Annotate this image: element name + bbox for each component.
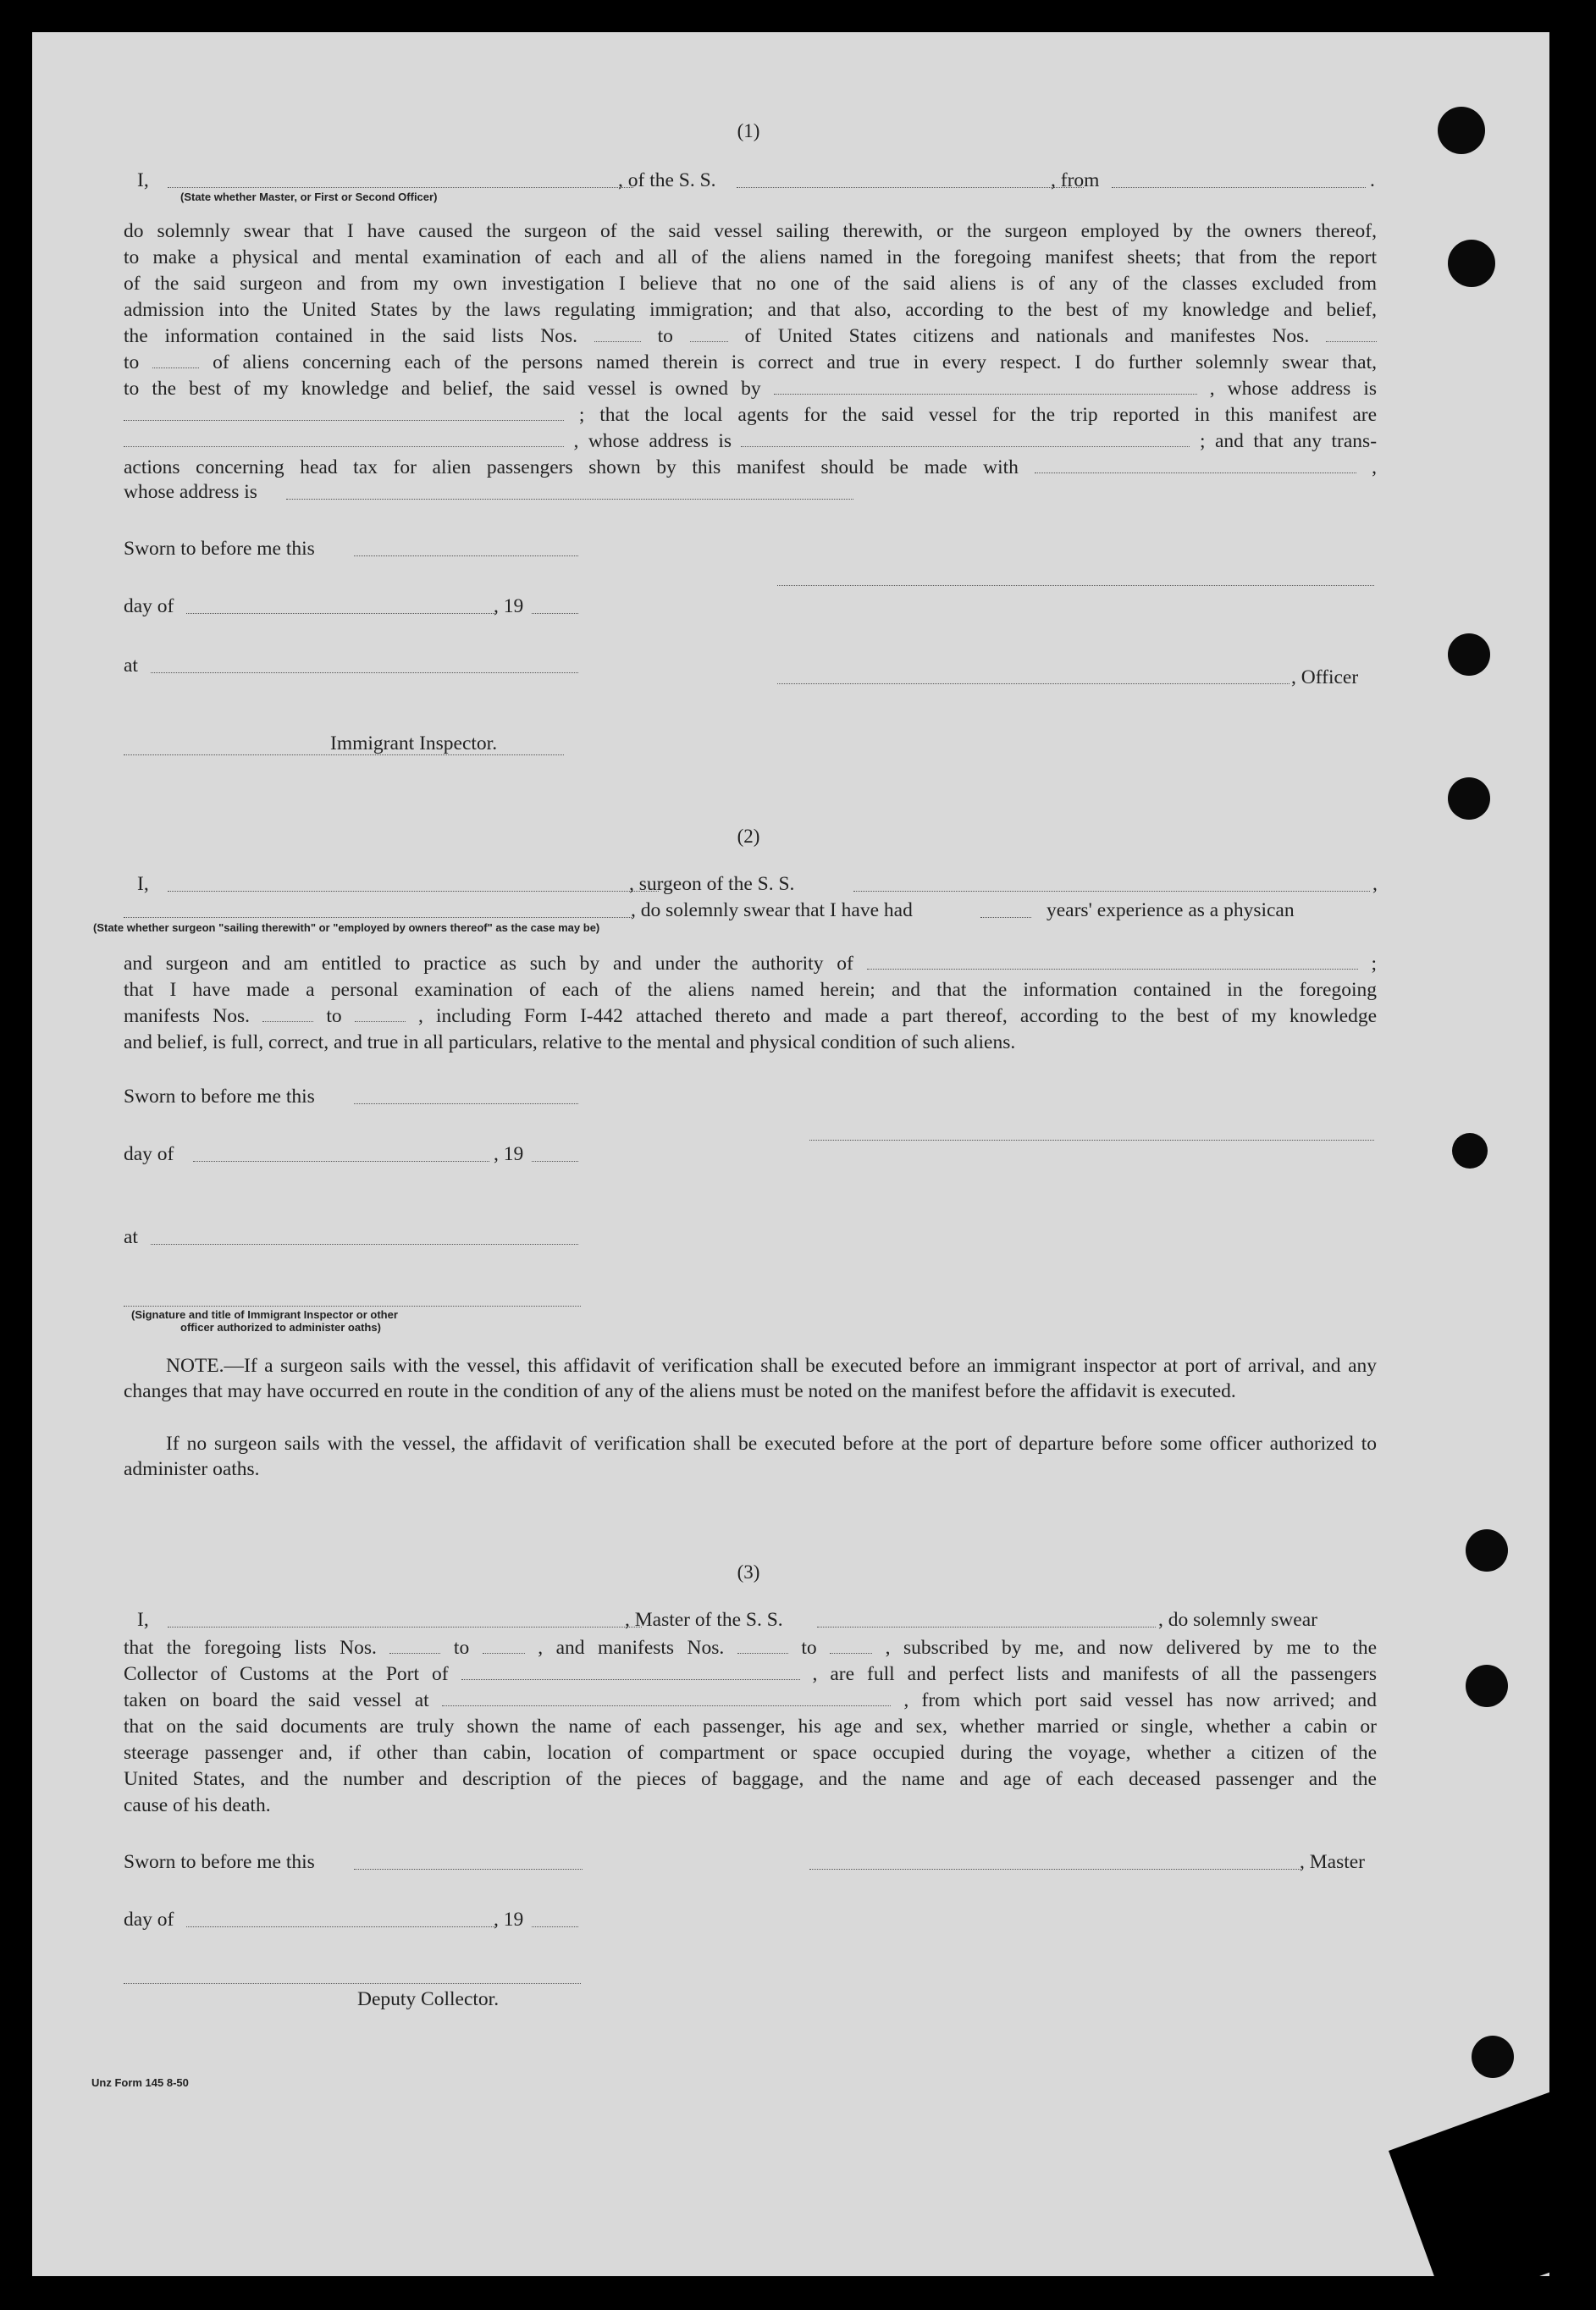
s3-deputy: Deputy Collector. (357, 1988, 500, 2010)
s2-year: , 19 (494, 1143, 524, 1165)
s3-ship-blank[interactable] (817, 1626, 1156, 1628)
s1-owner-address-blank[interactable] (124, 405, 564, 421)
s1-period: . (1370, 169, 1375, 191)
punch-hole (1448, 633, 1490, 676)
s3-master-of: , Master of the S. S. (625, 1609, 783, 1631)
s2-surgeon-note: (State whether surgeon "sailing therewith" or "employed by owners thereof" as the case may be) (93, 921, 600, 934)
s1-inspector-sig-blank[interactable] (124, 754, 564, 755)
s2-sig-note-2: officer authorized to administer oaths) (180, 1321, 381, 1334)
s1-from-blank[interactable] (1112, 186, 1366, 188)
s2-year-blank[interactable] (532, 1160, 578, 1162)
s3-deputy-sig-blank[interactable] (124, 1982, 581, 1984)
s3-text-7: United States, and the number and description of the pieces of baggage, and the name and age of each deceased passenger and the (124, 1768, 1377, 1790)
s1-at: at (124, 655, 138, 677)
s2-text-5 (124, 1003, 1377, 1029)
s3-year-blank[interactable] (532, 1926, 578, 1927)
s3-text-2 (124, 1635, 1377, 1661)
s1-owned-text: to the best of my knowledge and belief, the said vessel is owned by (124, 378, 761, 400)
s1-at-blank[interactable] (151, 671, 578, 673)
s3-subscribed-text: , subscribed by me, and now delivered by me to the (885, 1637, 1378, 1659)
s2-surgeon-of: , surgeon of the S. S. (629, 873, 795, 895)
form-number: Unz Form 145 8-50 (91, 2076, 189, 2089)
s1-text-9 (124, 376, 1377, 401)
s3-lists-to: to (453, 1637, 470, 1659)
s2-text-4: that I have made a personal examination of each of the aliens named herein; and that the information contained in the foregoing (124, 979, 1377, 1001)
s3-departure-blank[interactable] (442, 1690, 891, 1706)
s1-text-11 (124, 428, 1377, 454)
s1-day-of: day of (124, 595, 174, 617)
s2-swear: , do solemnly swear that I have had (631, 899, 913, 921)
s1-from: , from (1051, 169, 1100, 191)
s1-agent-address-text: , whose address is (573, 430, 732, 452)
s2-signature-blank[interactable] (809, 1139, 1374, 1141)
s1-headtax-blank[interactable] (1035, 457, 1356, 473)
s1-text-12 (124, 455, 1377, 480)
s3-taken-text: taken on board the said vessel at (124, 1689, 429, 1711)
s1-manifest-blank[interactable] (1326, 326, 1377, 342)
section-2-heading: (2) (737, 826, 760, 847)
section-3-heading: (3) (737, 1561, 760, 1583)
s2-i: I, (137, 873, 149, 895)
s2-day-of: day of (124, 1143, 174, 1165)
s3-arrived-text: , from which port said vessel has now arrived; and (903, 1689, 1377, 1711)
s1-officer-sig-blank[interactable] (777, 682, 1290, 684)
s1-text-6: admission into the United States by the laws regulating immigration; and that also, according to the best of my knowledge and belief, (124, 299, 1377, 321)
s1-signature-blank[interactable] (777, 584, 1374, 586)
s1-year-blank[interactable] (532, 612, 578, 614)
s3-master: , Master (1300, 1851, 1366, 1873)
s1-sworn: Sworn to before me this (124, 538, 315, 560)
s1-inspector: Immigrant Inspector. (330, 732, 498, 754)
s3-text-6: steerage passenger and, if other than cabin, location of compartment or space occupied during the voyage, whether a citizen of the (124, 1742, 1377, 1764)
s3-lists-full-text: , are full and perfect lists and manifests of all the passengers (812, 1663, 1378, 1685)
s1-aliens-text: of aliens concerning each of the persons named therein is correct and true in every respect. I do further solemnly swear that, (213, 351, 1378, 373)
s3-collector-text: Collector of Customs at the Port of (124, 1663, 449, 1685)
s1-trans-text: ; and that any trans- (1199, 430, 1378, 452)
s3-day-of: day of (124, 1909, 174, 1931)
s3-master-blank[interactable] (168, 1626, 642, 1628)
s1-sworn-blank[interactable] (354, 555, 578, 556)
s1-ship-blank[interactable] (737, 186, 1084, 188)
s3-manifests-to-blank[interactable] (830, 1638, 872, 1654)
form-sheet (32, 32, 1549, 2276)
s2-manifests-from-blank[interactable] (262, 1006, 313, 1022)
s3-manifests-text: , and manifests Nos. (538, 1637, 725, 1659)
s1-to: to (124, 351, 140, 373)
s2-officer-sig-blank[interactable] (124, 1305, 581, 1307)
s2-note-2: If no surgeon sails with the vessel, the affidavit of verification shall be executed before at the port of departure before some officer authorized to administer oaths. (124, 1433, 1377, 1480)
s1-agents-blank[interactable] (124, 431, 564, 447)
s1-citizens-text: of United States citizens and nationals and manifestes Nos. (744, 325, 1310, 347)
s2-text-3 (124, 951, 1377, 976)
s3-text-3 (124, 1661, 1377, 1687)
s3-day-blank[interactable] (186, 1926, 495, 1927)
s2-note-1: NOTE.—If a surgeon sails with the vessel, this affidavit of verification shall be executed before an immigrant inspector at port of arrival, and any changes that may have occurred en route in the condition of any of the aliens must be noted on the manifest before the affidavit is executed. (124, 1355, 1377, 1402)
s1-headtax-text: actions concerning head tax for alien passengers shown by this manifest should be made with (124, 456, 1019, 478)
s1-i: I, (137, 169, 149, 191)
s3-i: I, (137, 1609, 149, 1631)
s2-semicolon: ; (1371, 953, 1378, 975)
punch-hole (1466, 1529, 1508, 1572)
s2-text-6: and belief, is full, correct, and true in all particulars, relative to the mental and physical condition of such aliens. (124, 1031, 1016, 1053)
s2-surgeon-blank[interactable] (168, 890, 659, 892)
s1-text-10 (124, 402, 1377, 428)
s3-port-blank[interactable] (461, 1664, 800, 1680)
punch-hole (1452, 1133, 1488, 1169)
s2-at-blank[interactable] (151, 1243, 578, 1245)
s1-text-4: to make a physical and mental examination of each and all of the aliens named in the foregoing manifest sheets; that from the report (124, 246, 1377, 268)
s3-lists-from-blank[interactable] (389, 1638, 440, 1654)
s1-whose-address: whose address is (124, 481, 257, 503)
s2-sworn: Sworn to before me this (124, 1086, 315, 1108)
s2-at: at (124, 1226, 138, 1248)
s1-headtax-address-blank[interactable] (286, 498, 853, 500)
s3-lists-text: that the foregoing lists Nos. (124, 1637, 377, 1659)
s1-lists-text: the information contained in the said lists Nos. (124, 325, 578, 347)
s3-swear: , do solemnly swear (1158, 1609, 1317, 1631)
s2-sailing-blank[interactable] (124, 916, 632, 918)
s1-owner-blank[interactable] (774, 379, 1197, 395)
s2-comma: , (1372, 873, 1378, 895)
punch-hole (1472, 2036, 1514, 2078)
s1-agent-address-blank[interactable] (741, 431, 1190, 447)
s3-sworn: Sworn to before me this (124, 1851, 315, 1873)
s2-day-blank[interactable] (193, 1160, 489, 1162)
punch-hole (1448, 777, 1490, 820)
s1-officer-blank[interactable] (168, 186, 633, 188)
s3-master-sig-blank[interactable] (809, 1868, 1301, 1870)
s2-to: to (326, 1005, 342, 1027)
s3-manifests-to: to (801, 1637, 817, 1659)
s3-sworn-blank[interactable] (354, 1868, 583, 1870)
s1-year: , 19 (494, 595, 524, 617)
s2-authority-text: and surgeon and am entitled to practice as such by and under the authority of (124, 953, 853, 975)
section-1-heading: (1) (737, 120, 760, 141)
s1-address-text: , whose address is (1209, 378, 1378, 400)
s1-manifest-to-blank[interactable] (152, 352, 199, 368)
s1-officer: , Officer (1291, 666, 1359, 688)
s1-text-5: of the said surgeon and from my own investigation I believe that no one of the said aliens is of any of the classes excluded from (124, 273, 1377, 295)
s2-sig-note-1: (Signature and title of Immigrant Inspector or other (131, 1308, 398, 1321)
s2-form-text: , including Form I-442 attached thereto and made a part thereof, according to the best of my knowledge (417, 1005, 1378, 1027)
s1-text-3: do solemnly swear that I have caused the surgeon of the said vessel sailing therewith, or the surgeon employed by the owners thereof, (124, 220, 1377, 242)
s2-years: years' experience as a physican (1047, 899, 1295, 921)
s1-text-7 (124, 323, 1377, 349)
s1-day-blank[interactable] (186, 612, 495, 614)
s3-text-5: that on the said documents are truly shown the name of each passenger, his age and sex, whether married or single, whether a cabin or (124, 1716, 1377, 1738)
s3-year: , 19 (494, 1909, 524, 1931)
s2-sworn-blank[interactable] (354, 1102, 578, 1104)
s2-manifests-text: manifests Nos. (124, 1005, 250, 1027)
s2-years-blank[interactable] (980, 916, 1031, 918)
s1-lists-to: to (657, 325, 673, 347)
s1-lists-to-blank[interactable] (690, 326, 728, 342)
s1-agents-text: ; that the local agents for the said vessel for the trip reported in this manifest are (578, 404, 1378, 426)
s3-manifests-from-blank[interactable] (737, 1638, 788, 1654)
s1-text-8 (124, 350, 1377, 375)
s1-comma: , (1372, 456, 1377, 478)
punch-hole (1448, 240, 1495, 287)
punch-hole (1466, 1665, 1508, 1707)
s3-lists-to-blank[interactable] (483, 1638, 525, 1654)
s3-text-4 (124, 1688, 1377, 1713)
s3-text-8: cause of his death. (124, 1794, 271, 1816)
s1-officer-note: (State whether Master, or First or Second Officer) (180, 191, 438, 203)
s2-authority-blank[interactable] (867, 953, 1358, 970)
s1-of-ss: , of the S. S. (618, 169, 716, 191)
s2-manifests-to-blank[interactable] (355, 1006, 406, 1022)
s2-ship-blank[interactable] (853, 890, 1370, 892)
s1-lists-from-blank[interactable] (594, 326, 641, 342)
punch-hole (1438, 107, 1485, 154)
